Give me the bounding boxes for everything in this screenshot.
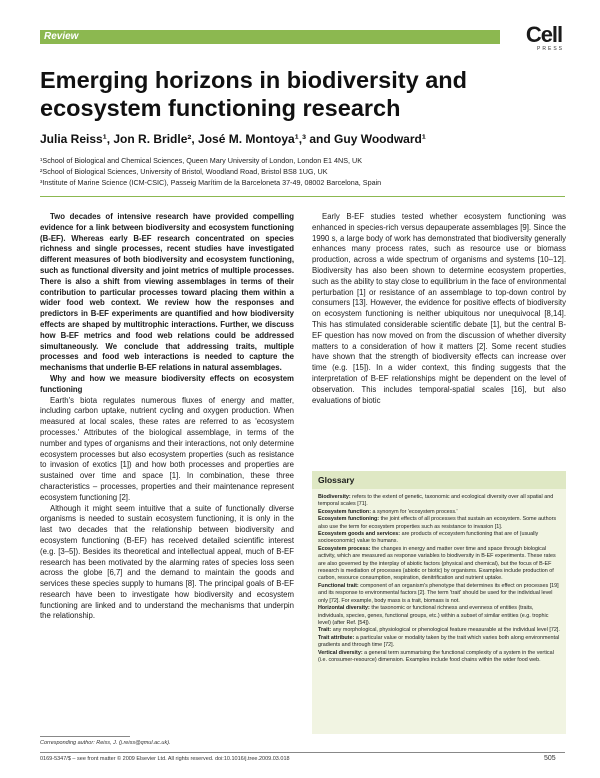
body-paragraph: Earth's biota regulates numerous fluxes of energy and matter, including carbon uptake, nutrient cycling and oxygen production. When measured at local scales, these rates are referred to as 'ecosystem processes.' Attributes of the biological assemblage, in terms of the number and types of organisms and their interactions, not only determine ecosystem processes but also ecosystem properties (such as resistance to invasion of exotics [1]) and how both processes and properties are sustained over time and space [1]. In combination, these three characteristics – processes, properties and their maintenance represent ecosystem functioning [2]. <box>40 395 294 502</box>
article-title: Emerging horizons in biodiversity and ecosystem functioning research <box>40 67 467 121</box>
footnote-divider <box>40 736 130 737</box>
logo-subtitle: PRESS <box>537 46 564 52</box>
glossary-entry: Ecosystem goods and services: are products of ecosystem functioning that are of (usually socioeconomic) value to humans. <box>318 531 539 545</box>
affiliation-1: ¹School of Biological and Chemical Sciences, Queen Mary University of London, London E1 4NS, UK <box>40 156 363 165</box>
footer-divider <box>40 752 565 753</box>
glossary-entry: Ecosystem process: the changes in energy and matter over time and space through biological activity, which are measured as response variables to biodiversity in B-EF experiments. These rates are also governed by the interplay of abiotic factors (physical and chemical), but the focus of B-EF research is mediation of processes (abiotic or biotic) by organisms. Examples include production of carbon, resource consumption, respiration, denitrification and nutrient uptake. <box>318 545 556 582</box>
page-number: 505 <box>544 755 556 762</box>
glossary-entry: Vertical diversity: a general term summarising the functional complexity of a system in the vertical (i.e. consumer-resource) dimension. Examples include food chains within the wider food web. <box>318 649 554 663</box>
affiliation-3: ³Institute of Marine Science (ICM-CSIC), Passeig Marítim de la Barceloneta 37-49, 08002 Barcelona, Spain <box>40 178 382 187</box>
logo-word: Cell <box>525 22 563 47</box>
body-paragraph: Early B-EF studies tested whether ecosystem functioning was enhanced in species-rich versus depauperate assemblages [9]. Since the 1990 s, a large body of work has demonstrated that biodiversity generally enhances many process rates, such as resource use or biomass production, across a wide spectrum of organisms and systems [10–12]. Biodiversity has also been shown to determine ecosystem properties, such as the ability to stay close to equilibrium in the face of environmental perturbation [1] or resistance of an assemblage to top-down control by consumers [13]. However, the evidence for positive effects of biodiversity on ecosystem functioning is neither ubiquitous nor unequivocal [8,14]. This has stimulated considerable scientific debate [1], but the central B-EF question has now moved on from the discussion of whether diversity matters to a consideration of how it matters [2]. Some recent studies have shown that the strength of biodiversity effects can increase over time (e.g. [15]). In a wider context, this finding suggests that the interpretation of B-EF relationships might be dependent on the level of observation. This includes temporal-spatial scales [16], but also evaluations of biotic <box>312 212 566 405</box>
section-label: Review <box>44 31 79 42</box>
glossary-entry: Biodiversity: refers to the extent of genetic, taxonomic and ecological diversity over all spatial and temporal scales [71]. <box>318 494 554 508</box>
section-heading: Why and how we measure biodiversity effects on ecosystem functioning <box>40 373 294 394</box>
glossary-entry: Trait: any morphological, physiological or phenological feature measurable at the individual level [72]. <box>318 627 560 634</box>
corresponding-author[interactable]: Corresponding author: Reiss, J. (j.reiss@qmul.ac.uk). <box>40 740 171 746</box>
abstract: Two decades of intensive research have provided compelling evidence for a link between biodiversity and ecosystem functioning (B-EF). Whereas early B-EF research concentrated on species richness and single processes, recent studies have investigated different measures of both biodiversity and ecosystem functioning, such as functional diversity and joint metrics of multiple processes. There is also a shift from viewing assemblages in terms of their contribution to particular processes toward placing them within a wider food web context. We review how the responses and predictors in B-EF experiments are quantified and how biodiversity effects are shaped by multitrophic interactions. Further, we discuss how B-EF metrics and food web relations could be addressed simultaneously. We conclude that addressing traits, multiple processes and food web interactions is needed to capture the mechanisms that underlie B-EF relations in natural assemblages. <box>40 212 294 373</box>
glossary-entry: Trait attribute: a particular value or modality taken by the trait which varies both along environmental gradients and through time [72]. <box>318 634 560 649</box>
header-divider <box>40 196 565 197</box>
affiliations <box>40 155 570 188</box>
glossary-list <box>318 494 560 664</box>
copyright-line: 0169-5347/$ – see front matter © 2009 Elsevier Ltd. All rights reserved. doi:10.1016/j.tree.2009.03.018 <box>40 756 290 762</box>
glossary-entry: Ecosystem functioning: the joint effects of all processes that sustain an ecosystem. Some authors also use the term for ecosystem properties such as resistance to invasion [1]. <box>318 516 557 530</box>
affiliation-2: ²School of Biological Sciences, University of Bristol, Woodland Road, Bristol BS8 1UG, UK <box>40 167 328 176</box>
right-column <box>312 212 566 406</box>
glossary-entry: Ecosystem function: a synonym for 'ecosystem process.' <box>318 508 458 515</box>
glossary-entry: Horizontal diversity: the taxonomic or functional richness and evenness of entities (traits, individuals, species, genes, functional groups, etc.) within a subset of similar entities (e.g. trophic level) (after Ref. [54]). <box>318 605 549 626</box>
glossary-title: Glossary <box>318 475 355 485</box>
author-list: Julia Reiss¹, Jon R. Bridle², José M. Montoya¹,³ and Guy Woodward¹ <box>40 132 426 146</box>
body-paragraph: Although it might seem intuitive that a suite of functionally diverse organisms is needed to sustain ecosystem functioning, it is only in the last two decades that the relationship between biodiversity and ecosystem functioning (B-EF) has received detailed scientific interest (e.g. [3–5]). Besides its theoretical and intellectual appeal, much of B-EF research has been motivated by the alarming rates of species loss seen across the globe [6,7] and the demand to maintain the goods and services these species supply to humans [8]. The principal goals of B-EF research have been to investigate how biodiversity and ecosystem functioning are linked and to understand the mechanisms that underpin the relationship. <box>40 503 294 621</box>
glossary-entry: Functional trait: component of an organism's phenotype that determines its effect on processes [19] and its response to environmental factors [2]. The term 'trait' should be used for the individual level only [72]. For example, body mass is a trait, biomass is not. <box>318 582 559 604</box>
cell-press-logo <box>524 24 564 52</box>
left-column <box>40 212 294 622</box>
section-banner <box>40 30 500 44</box>
